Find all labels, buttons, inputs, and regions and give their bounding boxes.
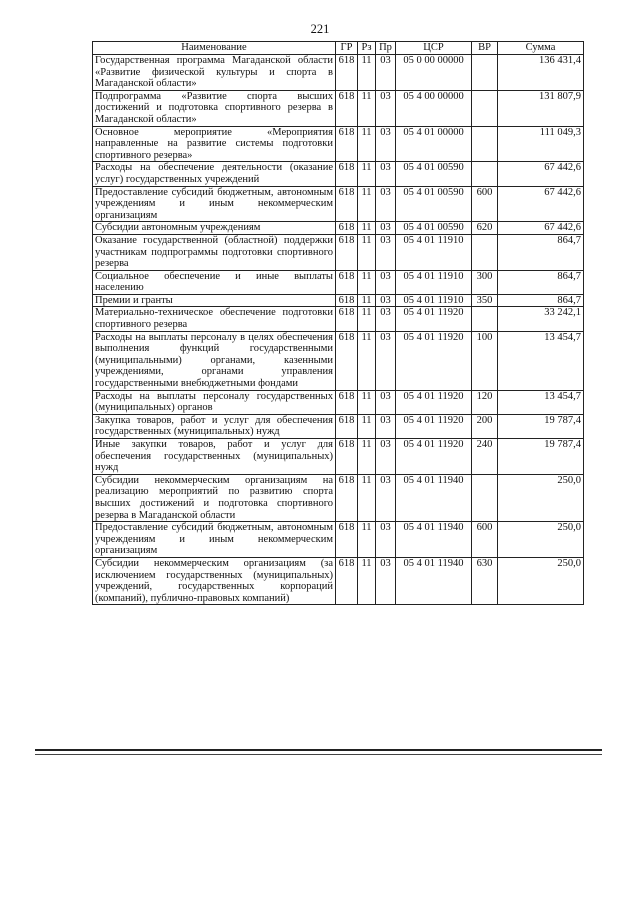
- row-name: Оказание государственной (областной) поддержки участникам подпрограммы подготовки спортивного резерва: [93, 234, 336, 270]
- row-csr: 05 4 01 11940: [396, 557, 472, 604]
- row-gr: 618: [336, 414, 358, 438]
- row-csr: 05 4 01 11910: [396, 294, 472, 307]
- table-row: [93, 222, 584, 235]
- row-name: Иные закупки товаров, работ и услуг для обеспечения государственных (муниципальных) нужд: [93, 439, 336, 475]
- row-gr: 618: [336, 55, 358, 91]
- row-name: Предоставление субсидий бюджетным, автономным учреждениям и иным некоммерческим организациям: [93, 186, 336, 222]
- table-row: [93, 270, 584, 294]
- row-vr: 630: [472, 557, 498, 604]
- table-row: [93, 414, 584, 438]
- header-sum: Сумма: [498, 42, 584, 55]
- row-name: Подпрограмма «Развитие спорта высших достижений и подготовка спортивного резерва в Магаданской области»: [93, 90, 336, 126]
- row-sum: 67 442,6: [498, 162, 584, 186]
- row-gr: 618: [336, 126, 358, 162]
- row-name: Субсидии автономным учреждениям: [93, 222, 336, 235]
- row-vr: 300: [472, 270, 498, 294]
- row-pr: 03: [376, 222, 396, 235]
- footer-rule-thick: [35, 749, 602, 751]
- row-vr: 600: [472, 186, 498, 222]
- row-gr: 618: [336, 162, 358, 186]
- row-pr: 03: [376, 294, 396, 307]
- row-sum: 136 431,4: [498, 55, 584, 91]
- row-name: Субсидии некоммерческим организациям (за исключением государственных (муниципальных) учреждений, государственных корпораций (компаний), публично-правовых компаний): [93, 557, 336, 604]
- row-gr: 618: [336, 90, 358, 126]
- row-rz: 11: [358, 162, 376, 186]
- row-pr: 03: [376, 439, 396, 475]
- row-vr: [472, 126, 498, 162]
- row-csr: 05 4 00 00000: [396, 90, 472, 126]
- row-rz: 11: [358, 331, 376, 390]
- row-vr: 200: [472, 414, 498, 438]
- row-pr: 03: [376, 162, 396, 186]
- table-row: [93, 162, 584, 186]
- row-vr: [472, 234, 498, 270]
- row-rz: 11: [358, 294, 376, 307]
- row-pr: 03: [376, 414, 396, 438]
- row-vr: [472, 55, 498, 91]
- table-row: [93, 522, 584, 558]
- row-csr: 05 4 01 11920: [396, 307, 472, 331]
- row-pr: 03: [376, 126, 396, 162]
- row-gr: 618: [336, 270, 358, 294]
- header-gr: ГР: [336, 42, 358, 55]
- row-csr: 05 4 01 11910: [396, 270, 472, 294]
- table-row: [93, 390, 584, 414]
- row-rz: 11: [358, 439, 376, 475]
- row-sum: 864,7: [498, 294, 584, 307]
- row-sum: 250,0: [498, 557, 584, 604]
- budget-table: [92, 41, 584, 605]
- row-sum: 111 049,3: [498, 126, 584, 162]
- row-gr: 618: [336, 294, 358, 307]
- row-vr: 240: [472, 439, 498, 475]
- row-rz: 11: [358, 186, 376, 222]
- table-body: [93, 55, 584, 605]
- row-gr: 618: [336, 522, 358, 558]
- row-sum: 250,0: [498, 522, 584, 558]
- row-sum: 864,7: [498, 270, 584, 294]
- row-csr: 05 4 01 11920: [396, 331, 472, 390]
- row-pr: 03: [376, 307, 396, 331]
- table-row: [93, 331, 584, 390]
- table-header-row: [93, 42, 584, 55]
- row-gr: 618: [336, 222, 358, 235]
- header-csr: ЦСР: [396, 42, 472, 55]
- row-pr: 03: [376, 186, 396, 222]
- row-vr: 620: [472, 222, 498, 235]
- row-name: Расходы на обеспечение деятельности (оказание услуг) государственных учреждений: [93, 162, 336, 186]
- table-row: [93, 474, 584, 521]
- row-csr: 05 4 01 00590: [396, 162, 472, 186]
- row-gr: 618: [336, 390, 358, 414]
- row-name: Расходы на выплаты персоналу в целях обеспечения выполнения функций государственными (муниципальными) органами, казенными учреждениями, органами управления государственными внебюджетными фондами: [93, 331, 336, 390]
- row-gr: 618: [336, 557, 358, 604]
- row-name: Расходы на выплаты персоналу государственных (муниципальных) органов: [93, 390, 336, 414]
- page-number: 221: [310, 22, 330, 36]
- table-row: [93, 126, 584, 162]
- table-row: [93, 439, 584, 475]
- row-rz: 11: [358, 474, 376, 521]
- row-csr: 05 4 01 00590: [396, 222, 472, 235]
- header-name: Наименование: [93, 42, 336, 55]
- row-csr: 05 4 01 00590: [396, 186, 472, 222]
- row-pr: 03: [376, 90, 396, 126]
- row-csr: 05 4 01 00000: [396, 126, 472, 162]
- row-csr: 05 4 01 11920: [396, 390, 472, 414]
- row-rz: 11: [358, 55, 376, 91]
- header-vr: ВР: [472, 42, 498, 55]
- row-sum: 67 442,6: [498, 186, 584, 222]
- footer-rule-thin: [35, 754, 602, 755]
- row-vr: [472, 307, 498, 331]
- row-vr: 100: [472, 331, 498, 390]
- row-vr: 350: [472, 294, 498, 307]
- row-sum: 131 807,9: [498, 90, 584, 126]
- row-name: Субсидии некоммерческим организациям на реализацию мероприятий по развитию спорта высших достижений и подготовка спортивного резерва в Магаданской области: [93, 474, 336, 521]
- row-vr: [472, 474, 498, 521]
- table-row: [93, 234, 584, 270]
- row-sum: 250,0: [498, 474, 584, 521]
- row-name: Премии и гранты: [93, 294, 336, 307]
- row-gr: 618: [336, 234, 358, 270]
- row-rz: 11: [358, 522, 376, 558]
- table-row: [93, 307, 584, 331]
- row-csr: 05 4 01 11920: [396, 414, 472, 438]
- row-pr: 03: [376, 331, 396, 390]
- header-rz: Рз: [358, 42, 376, 55]
- row-pr: 03: [376, 55, 396, 91]
- table-row: [93, 294, 584, 307]
- row-vr: 600: [472, 522, 498, 558]
- row-csr: 05 4 01 11910: [396, 234, 472, 270]
- row-gr: 618: [336, 307, 358, 331]
- row-pr: 03: [376, 390, 396, 414]
- row-pr: 03: [376, 557, 396, 604]
- table-row: [93, 186, 584, 222]
- row-rz: 11: [358, 90, 376, 126]
- row-sum: 13 454,7: [498, 331, 584, 390]
- row-gr: 618: [336, 439, 358, 475]
- row-gr: 618: [336, 186, 358, 222]
- table-row: [93, 557, 584, 604]
- row-rz: 11: [358, 126, 376, 162]
- row-csr: 05 4 01 11920: [396, 439, 472, 475]
- row-gr: 618: [336, 331, 358, 390]
- header-pr: Пр: [376, 42, 396, 55]
- row-sum: 19 787,4: [498, 439, 584, 475]
- row-name: Материально-техническое обеспечение подготовки спортивного резерва: [93, 307, 336, 331]
- row-pr: 03: [376, 522, 396, 558]
- row-rz: 11: [358, 222, 376, 235]
- row-sum: 33 242,1: [498, 307, 584, 331]
- row-vr: [472, 90, 498, 126]
- row-sum: 19 787,4: [498, 414, 584, 438]
- row-gr: 618: [336, 474, 358, 521]
- row-sum: 13 454,7: [498, 390, 584, 414]
- row-sum: 864,7: [498, 234, 584, 270]
- row-csr: 05 4 01 11940: [396, 522, 472, 558]
- row-rz: 11: [358, 270, 376, 294]
- row-csr: 05 4 01 11940: [396, 474, 472, 521]
- row-pr: 03: [376, 234, 396, 270]
- row-name: Основное мероприятие «Мероприятия направленные на развитие системы подготовки спортивного резерва»: [93, 126, 336, 162]
- row-rz: 11: [358, 414, 376, 438]
- row-rz: 11: [358, 557, 376, 604]
- row-vr: 120: [472, 390, 498, 414]
- row-pr: 03: [376, 270, 396, 294]
- row-name: Социальное обеспечение и иные выплаты населению: [93, 270, 336, 294]
- row-name: Предоставление субсидий бюджетным, автономным учреждениям и иным некоммерческим организациям: [93, 522, 336, 558]
- row-rz: 11: [358, 390, 376, 414]
- row-csr: 05 0 00 00000: [396, 55, 472, 91]
- table-row: [93, 90, 584, 126]
- row-vr: [472, 162, 498, 186]
- row-name: Закупка товаров, работ и услуг для обеспечения государственных (муниципальных) нужд: [93, 414, 336, 438]
- row-sum: 67 442,6: [498, 222, 584, 235]
- table-row: [93, 55, 584, 91]
- row-pr: 03: [376, 474, 396, 521]
- row-rz: 11: [358, 307, 376, 331]
- row-name: Государственная программа Магаданской области «Развитие физической культуры и спорта в Магаданской области»: [93, 55, 336, 91]
- row-rz: 11: [358, 234, 376, 270]
